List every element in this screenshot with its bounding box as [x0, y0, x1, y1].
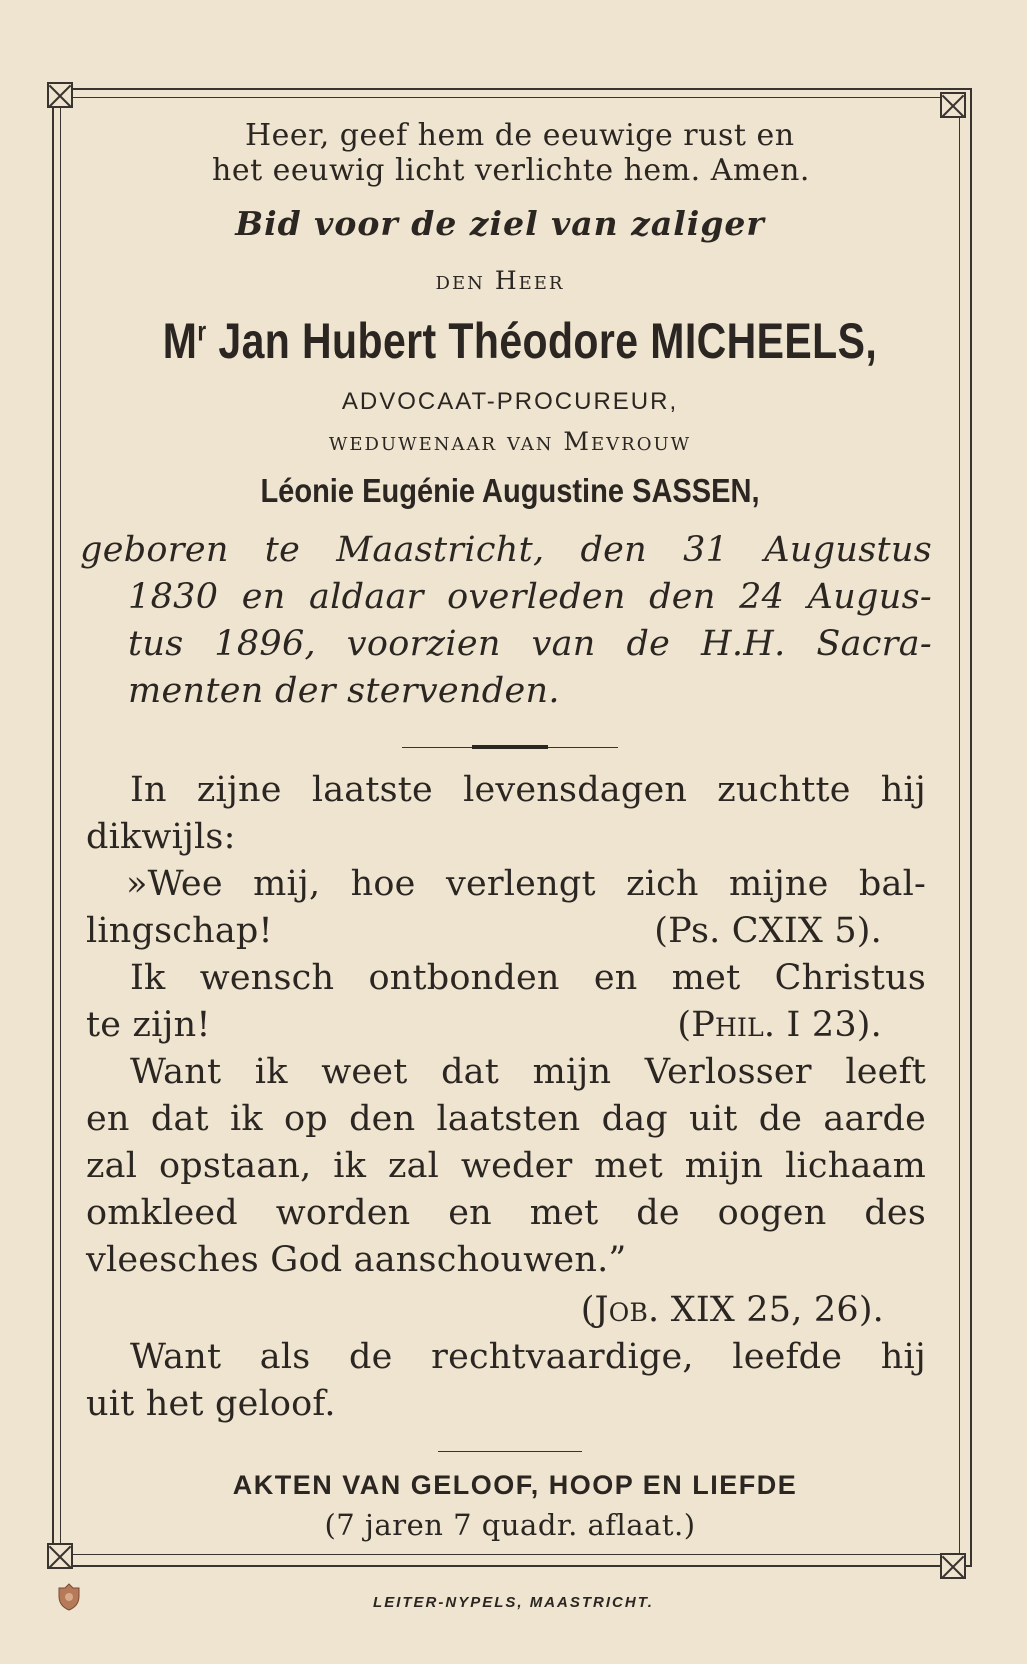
footer-separator [438, 1451, 582, 1452]
body-line: uit het geloof. [86, 1384, 336, 1424]
deceased-name [126, 312, 913, 370]
footer-title: AKTEN VAN GELOOF, HOOP EN LIEFDE [232, 1470, 798, 1500]
body-line: In zijne laatste levensdagen zuchtte hij [130, 770, 926, 810]
corner-ornament-icon [940, 1553, 966, 1579]
bio-line: menten der stervenden. [128, 671, 560, 711]
body-line-reference: (Phil. I 23). [677, 1005, 882, 1045]
printer-imprint: LEITER-NYPELS, MAASTRICHT. [373, 1594, 654, 1611]
footer-note: (7 jaren 7 quadr. aflaat.) [324, 1508, 696, 1542]
body-line: Want als de rechtvaardige, leefde hij [130, 1337, 926, 1377]
name-title-sup: r [197, 315, 207, 347]
body-line-reference: (Job. XIX 25, 26). [580, 1290, 884, 1330]
body-line: zal opstaan, ik zal weder met mijn lichaam [86, 1146, 926, 1186]
corner-ornament-icon [47, 1543, 73, 1569]
bio-line: tus 1896, voorzien van de H.H. Sacra- [128, 624, 932, 664]
den-heer-label: den Heer [435, 266, 565, 295]
body-line-reference: (Ps. CXIX 5). [654, 911, 882, 951]
body-line: lingschap! [86, 911, 273, 951]
body-line: Ik wensch ontbonden en met Christus [130, 958, 926, 998]
body-line: dikwijls: [86, 817, 236, 857]
bio-line: geboren te Maastricht, den 31 Augustus [80, 530, 932, 570]
prayer-line-2: het eeuwig licht verlichte hem. Amen. [212, 153, 810, 188]
body-line: omkleed worden en met de oogen des [86, 1193, 926, 1233]
widower-label: weduwenaar van Mevrouw [328, 427, 692, 456]
prayer-line-1: Heer, geef hem de eeuwige rust en [245, 118, 795, 153]
separator-ornament [472, 745, 548, 749]
bid-heading: Bid voor de ziel van zaliger [235, 204, 765, 243]
body-line: vleesches God aanschouwen.” [86, 1240, 627, 1280]
name-title: M [162, 313, 198, 369]
body-line: »Wee mij, hoe verlengt zich mijne bal- [126, 864, 926, 904]
body-line: en dat ik op den laatsten dag uit de aarde [86, 1099, 926, 1139]
occupation: ADVOCAAT-PROCUREUR, [341, 388, 679, 415]
body-line: Want ik weet dat mijn Verlosser leeft [130, 1052, 926, 1092]
name-full: Jan Hubert Théodore MICHEELS, [206, 313, 878, 369]
corner-ornament-icon [940, 92, 966, 118]
bio-line: 1830 en aldaar overleden den 24 Augus- [128, 577, 932, 617]
body-line: te zijn! [86, 1005, 211, 1045]
corner-ornament-icon [47, 82, 73, 108]
wife-name: Léonie Eugénie Augustine SASSEN, [260, 472, 760, 509]
